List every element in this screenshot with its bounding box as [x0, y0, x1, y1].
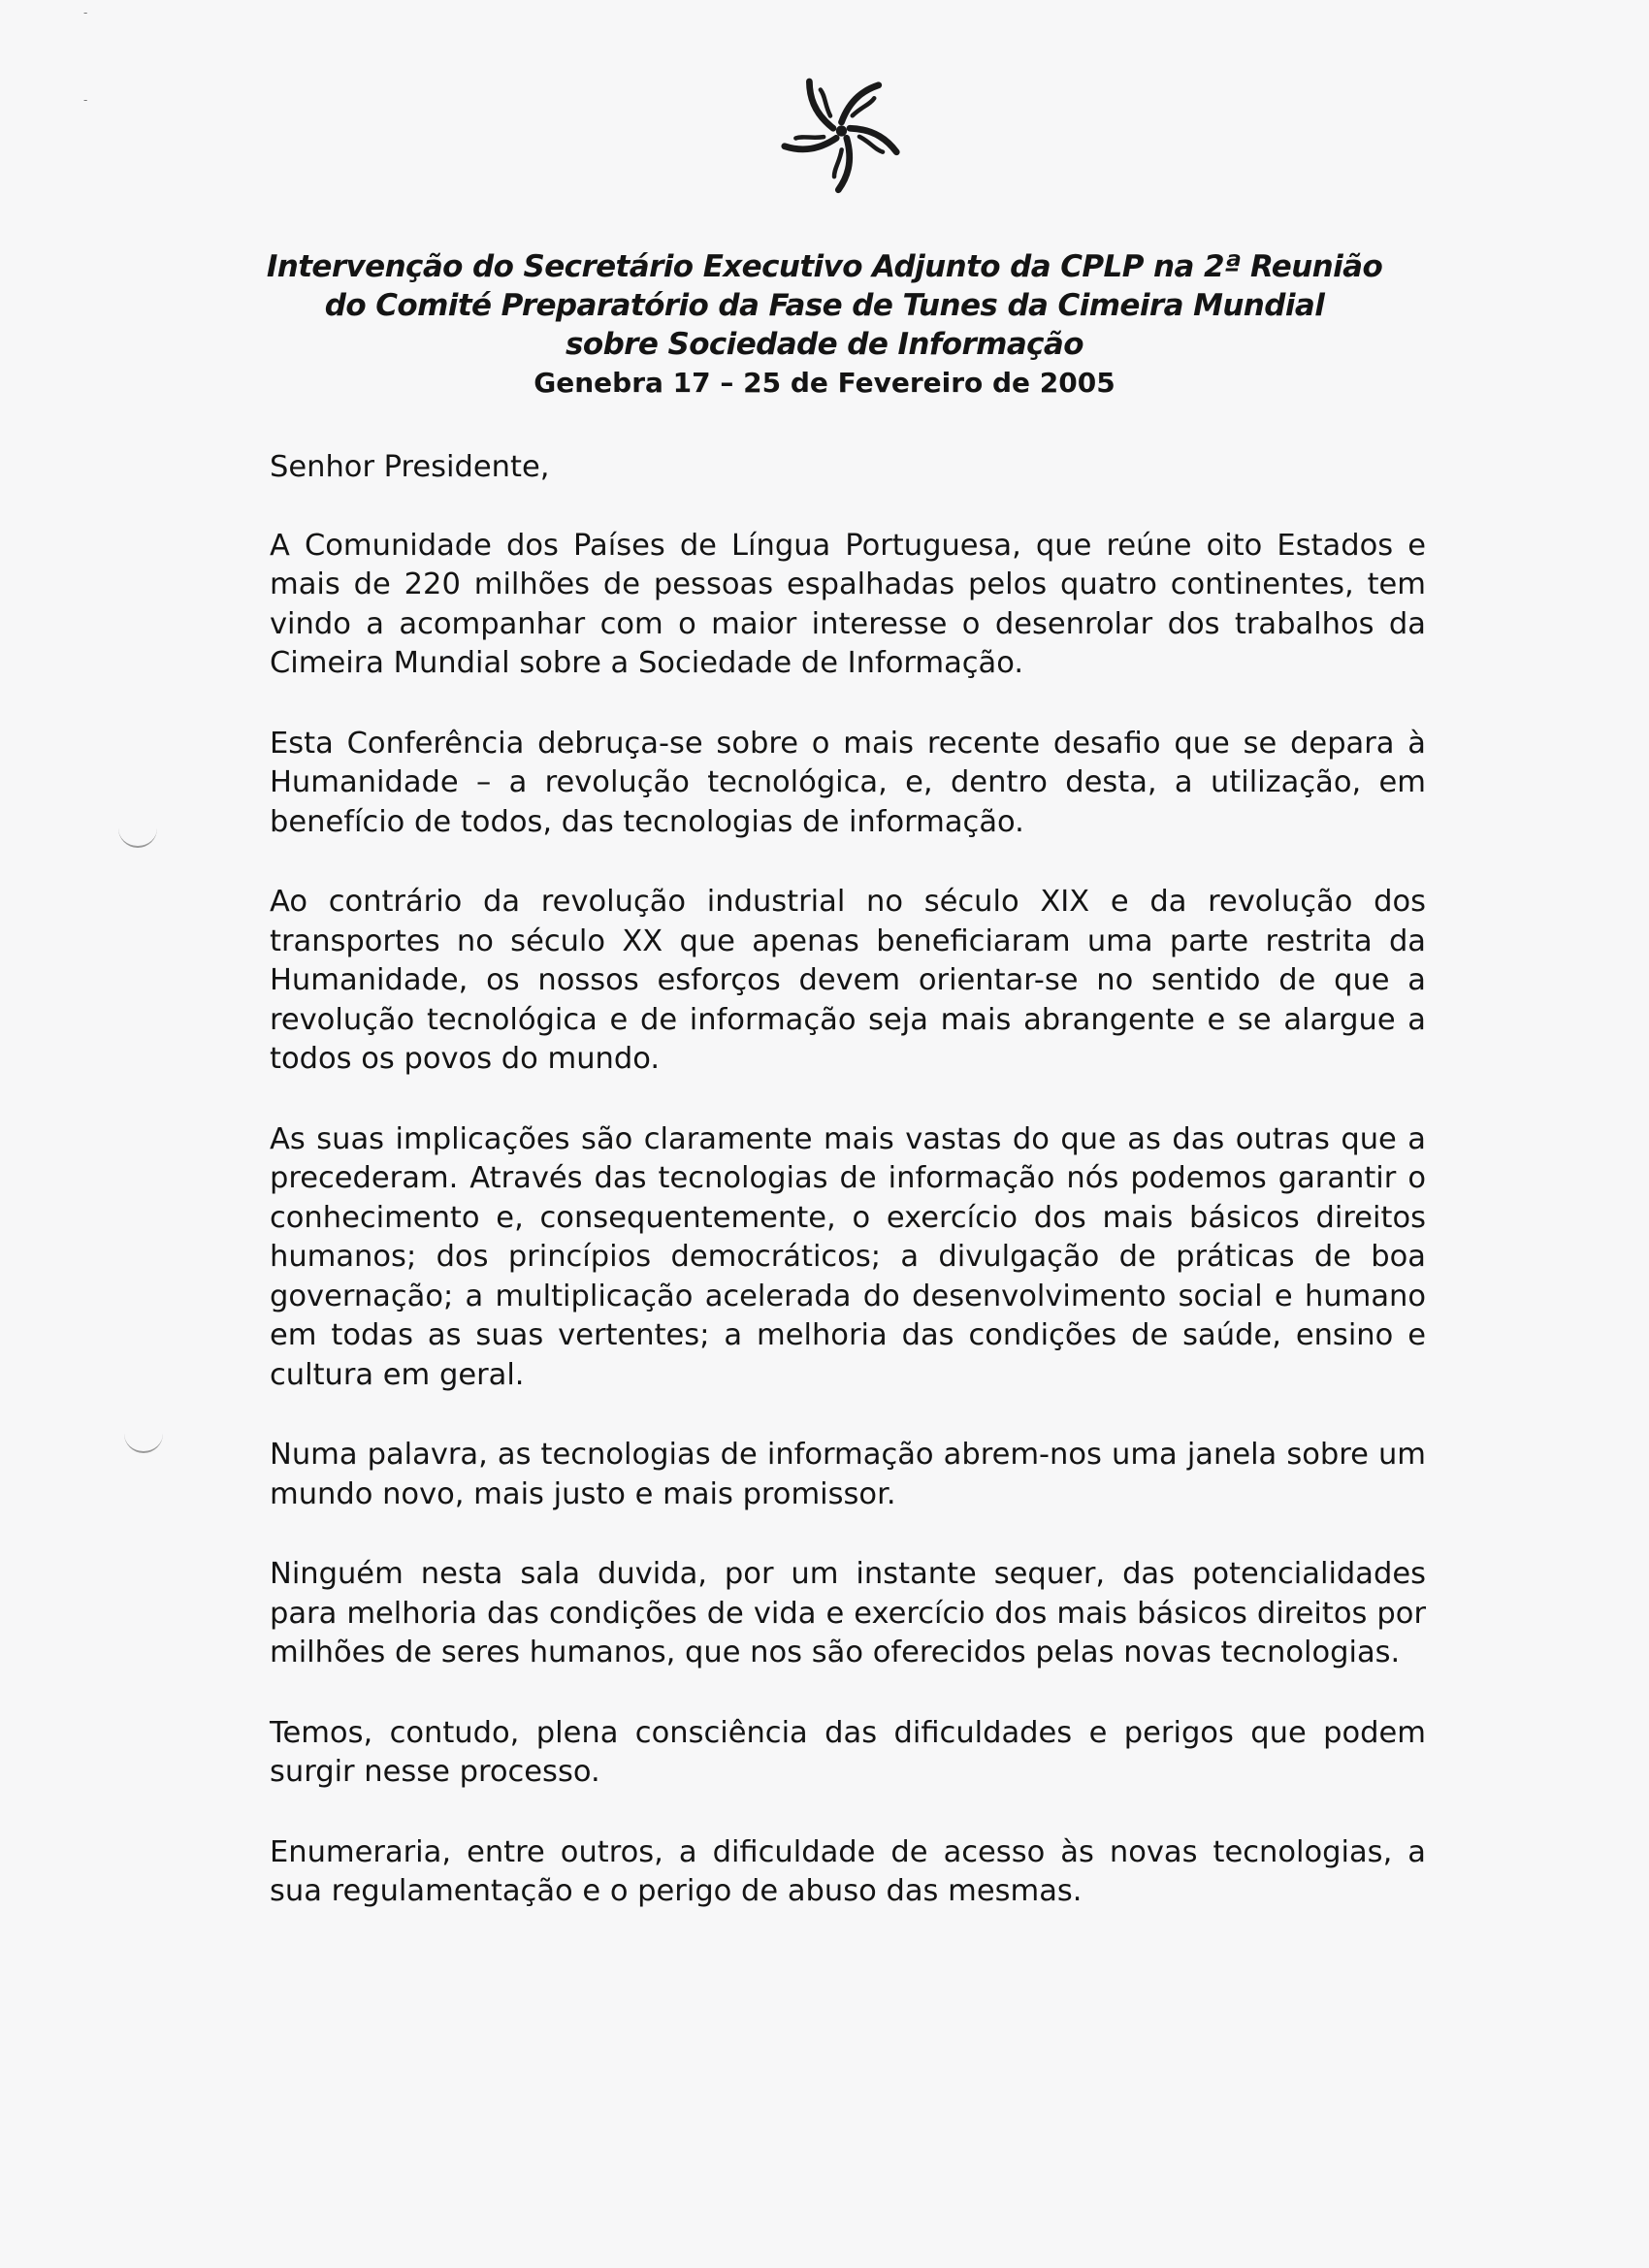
- title-line: Intervenção do Secretário Executivo Adjunto da CPLP na 2ª Reunião: [266, 249, 1383, 284]
- scan-mark: -: [83, 6, 88, 19]
- paragraph: Temos, contudo, plena consciência das dificuldades e perigos que podem surgir nesse processo.: [270, 1715, 1426, 1789]
- paragraph: As suas implicações são claramente mais vastas do que as das outras que a precederam. Através das tecnologias de informação nós podemos garantir o conhecimento e, consequentemente, o exercício dos mais básicos direitos humanos; dos princípios democráticos; a divulgação de práticas de boa governação; a multiplicação acelerada do desenvolvimento social e humano em todas as suas vertentes; a melhoria das condições de saúde, ensino e cultura em geral.: [270, 1121, 1426, 1392]
- paragraph: Enumeraria, entre outros, a dificuldade de acesso às novas tecnologias, a sua regulamentação e o perigo de abuso das mesmas.: [270, 1834, 1426, 1908]
- title-line: do Comité Preparatório da Fase de Tunes da Cimeira Mundial: [324, 288, 1325, 323]
- paragraph: Ninguém nesta sala duvida, por um instante sequer, das potencialidades para melhoria das condições de vida e exercício dos mais básicos direitos por milhões de seres humanos, que nos são oferecidos pelas novas tecnologias.: [270, 1557, 1426, 1669]
- date-line: Genebra 17 – 25 de Fevereiro de 2005: [534, 367, 1116, 399]
- paragraph: Esta Conferência debruça-se sobre o mais recente desafio que se depara à Humanidade – a revolução tecnológica, e, dentro desta, a utilização, em benefício de todos, das tecnologias de informação.: [270, 726, 1426, 839]
- punch-hole-mark: [118, 826, 157, 848]
- document-title: [242, 247, 1406, 403]
- cplp-pinwheel-logo-icon: [776, 63, 907, 199]
- salutation: Senhor Presidente,: [270, 450, 550, 484]
- scan-mark: -: [83, 93, 88, 107]
- paragraph: Ao contrário da revolução industrial no século XIX e da revolução dos transportes no século XX que apenas beneficiaram uma parte restrita da Humanidade, os nossos esforços devem orientar-se no sentido de que a revolução tecnológica e de informação seja mais abrangente e se alargue a todos os povos do mundo.: [270, 885, 1426, 1076]
- punch-hole-mark: [124, 1432, 163, 1453]
- paragraph: A Comunidade dos Países de Língua Portuguesa, que reúne oito Estados e mais de 220 milhões de pessoas espalhadas pelos quatro continentes, tem vindo a acompanhar com o maior interesse o desenrolar dos trabalhos da Cimeira Mundial sobre a Sociedade de Informação.: [270, 528, 1426, 680]
- paragraph: Numa palavra, as tecnologias de informação abrem-nos uma janela sobre um mundo novo, mais justo e mais promissor.: [270, 1438, 1426, 1511]
- title-line: sobre Sociedade de Informação: [566, 327, 1083, 362]
- speech-body: [270, 448, 1426, 1912]
